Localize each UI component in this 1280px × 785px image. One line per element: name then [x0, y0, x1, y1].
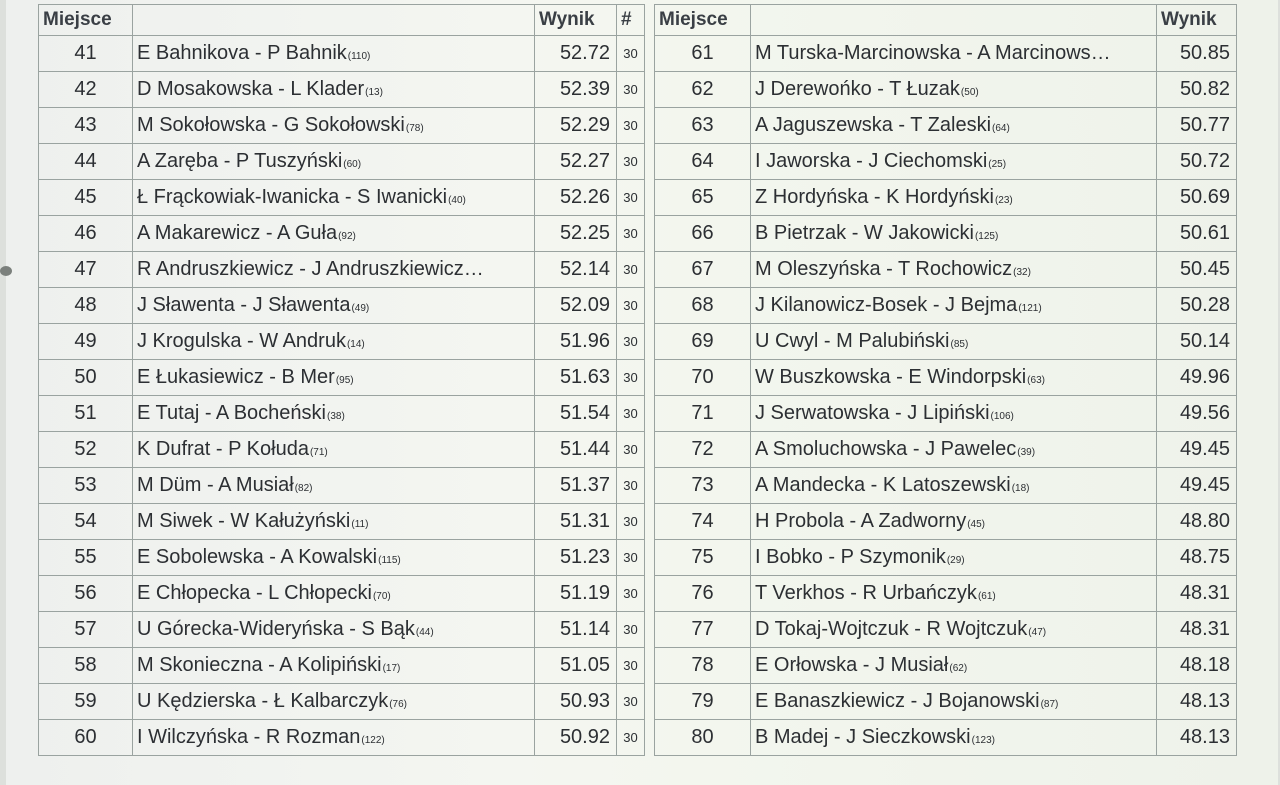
score-cell: 51.14 — [535, 612, 617, 648]
pair-number: (39) — [1017, 447, 1036, 458]
pair-cell — [751, 684, 1157, 720]
pair-names: W Buszkowska - E Windorpski — [755, 366, 1027, 388]
pair-cell — [133, 72, 535, 108]
pair-names: U Cwyl - M Palubiński — [755, 330, 950, 352]
pair-cell — [751, 72, 1157, 108]
pair-names: U Górecka-Wideryńska - S Bąk — [137, 618, 415, 640]
score-cell: 50.93 — [535, 684, 617, 720]
table-row — [655, 612, 1237, 648]
pair-names: I Bobko - P Szymonik — [755, 546, 946, 568]
pair-cell — [133, 360, 535, 396]
pair-names: H Probola - A Zadworny — [755, 510, 967, 532]
pair-names: D Tokaj-Wojtczuk - R Wojtczuk — [755, 618, 1028, 640]
pair-number: (14) — [346, 339, 365, 350]
pin-icon — [0, 266, 12, 276]
pair-number: (64) — [992, 123, 1010, 134]
score-cell: 50.72 — [1157, 144, 1237, 180]
pair-cell — [751, 36, 1157, 72]
rank-cell: 43 — [39, 108, 133, 144]
rank-cell: 42 — [39, 72, 133, 108]
pair-names: B Madej - J Sieczkowski — [755, 726, 971, 748]
pair-number: (47) — [1028, 627, 1047, 638]
score-cell: 52.29 — [535, 108, 617, 144]
rank-cell: 47 — [39, 252, 133, 288]
pair-cell — [751, 180, 1157, 216]
rank-cell: 71 — [655, 396, 751, 432]
pair-number: (44) — [415, 627, 434, 638]
pair-names: Z Hordyńska - K Hordyński — [755, 186, 994, 208]
score-cell: 48.18 — [1157, 648, 1237, 684]
table-row — [39, 360, 645, 396]
pair-cell — [751, 360, 1157, 396]
pair-number: (95) — [335, 375, 354, 386]
table-body-left — [39, 36, 645, 756]
pair-names: E Bahnikova - P Bahnik — [137, 42, 347, 64]
pair-names: I Wilczyńska - R Rozman — [137, 726, 361, 748]
rank-cell: 51 — [39, 396, 133, 432]
header-rank: Miejsce — [655, 5, 751, 36]
pair-cell — [133, 180, 535, 216]
score-cell: 51.96 — [535, 324, 617, 360]
pair-names: E Łukasiewicz - B Mer — [137, 366, 335, 388]
pair-cell — [751, 144, 1157, 180]
pair-names: E Banaszkiewicz - J Bojanowski — [755, 690, 1040, 712]
count-cell: 30 — [617, 252, 645, 288]
count-cell: 30 — [617, 432, 645, 468]
pair-number: (13) — [365, 87, 383, 98]
table-row — [655, 432, 1237, 468]
rank-cell: 77 — [655, 612, 751, 648]
pair-cell — [751, 396, 1157, 432]
score-cell: 49.45 — [1157, 468, 1237, 504]
rank-cell: 64 — [655, 144, 751, 180]
table-row — [39, 648, 645, 684]
rank-cell: 62 — [655, 72, 751, 108]
header-pair — [133, 5, 535, 36]
score-cell: 51.31 — [535, 504, 617, 540]
pair-number: (60) — [343, 159, 362, 170]
pair-names: M Oleszyńska - T Rochowicz — [755, 258, 1013, 280]
pair-cell — [133, 504, 535, 540]
rank-cell: 53 — [39, 468, 133, 504]
rank-cell: 68 — [655, 288, 751, 324]
rank-cell: 67 — [655, 252, 751, 288]
pair-names: E Sobolewska - A Kowalski — [137, 546, 378, 568]
pair-names: U Kędzierska - Ł Kalbarczyk — [137, 690, 389, 712]
pair-number: (92) — [338, 231, 356, 242]
pair-number: (122) — [361, 735, 385, 746]
count-cell: 30 — [617, 468, 645, 504]
score-cell: 51.37 — [535, 468, 617, 504]
pair-number: (17) — [382, 663, 401, 674]
score-cell: 48.80 — [1157, 504, 1237, 540]
table-row — [39, 612, 645, 648]
table-row — [655, 288, 1237, 324]
header-score: Wynik — [1157, 5, 1237, 36]
rank-cell: 58 — [39, 648, 133, 684]
pair-names: B Pietrzak - W Jakowicki — [755, 222, 974, 244]
table-row — [655, 360, 1237, 396]
rank-cell: 57 — [39, 612, 133, 648]
pair-cell — [751, 252, 1157, 288]
pair-names: J Kilanowicz-Bosek - J Bejma — [755, 294, 1018, 316]
results-table-right — [654, 4, 1237, 756]
header-score: Wynik — [535, 5, 617, 36]
pair-cell — [133, 468, 535, 504]
pair-cell — [751, 288, 1157, 324]
score-cell: 51.05 — [535, 648, 617, 684]
pair-number: (49) — [351, 303, 370, 314]
pair-names: E Tutaj - A Bocheński — [137, 402, 326, 424]
pair-cell — [133, 144, 535, 180]
score-cell: 52.72 — [535, 36, 617, 72]
pair-number: (76) — [389, 699, 407, 710]
pair-names: M Siwek - W Kałużyński — [137, 510, 351, 532]
pair-names: K Dufrat - P Kołuda — [137, 438, 309, 460]
pair-names: D Mosakowska - L Klader — [137, 78, 365, 100]
rank-cell: 70 — [655, 360, 751, 396]
pair-cell — [751, 504, 1157, 540]
pair-number: (32) — [1013, 267, 1031, 278]
pair-number: (40) — [448, 195, 466, 206]
score-cell: 50.69 — [1157, 180, 1237, 216]
table-row — [655, 396, 1237, 432]
pair-number: (110) — [347, 51, 371, 62]
header-rank: Miejsce — [39, 5, 133, 36]
pair-number: (121) — [1018, 303, 1042, 314]
count-cell: 30 — [617, 288, 645, 324]
score-cell: 52.14 — [535, 252, 617, 288]
count-cell: 30 — [617, 144, 645, 180]
score-cell: 48.75 — [1157, 540, 1237, 576]
pair-names: M Sokołowska - G Sokołowski — [137, 114, 405, 136]
score-cell: 51.23 — [535, 540, 617, 576]
pair-cell — [751, 324, 1157, 360]
count-cell: 30 — [617, 360, 645, 396]
rank-cell: 41 — [39, 36, 133, 72]
table-row — [39, 144, 645, 180]
score-cell: 48.31 — [1157, 576, 1237, 612]
table-row — [655, 72, 1237, 108]
pair-number: (50) — [960, 87, 979, 98]
table-row — [655, 504, 1237, 540]
pair-number: (123) — [971, 735, 995, 746]
table-row — [39, 324, 645, 360]
rank-cell: 52 — [39, 432, 133, 468]
count-cell: 30 — [617, 324, 645, 360]
score-cell: 52.27 — [535, 144, 617, 180]
table-row — [655, 180, 1237, 216]
pair-cell — [133, 648, 535, 684]
table-row — [655, 720, 1237, 756]
table-row — [39, 288, 645, 324]
pair-cell — [751, 576, 1157, 612]
table-row — [39, 540, 645, 576]
pair-names: A Zaręba - P Tuszyński — [137, 150, 343, 172]
pair-names: Ł Frąckowiak-Iwanicka - S Iwanicki — [137, 186, 448, 208]
pair-cell — [751, 432, 1157, 468]
count-cell: 30 — [617, 216, 645, 252]
count-cell: 30 — [617, 720, 645, 756]
rank-cell: 74 — [655, 504, 751, 540]
pair-names: E Chłopecka - L Chłopecki — [137, 582, 372, 604]
rank-cell: 49 — [39, 324, 133, 360]
table-row — [39, 252, 645, 288]
pair-names: J Krogulska - W Andruk — [137, 330, 346, 352]
table-header-row — [39, 5, 645, 36]
rank-cell: 56 — [39, 576, 133, 612]
pair-cell — [133, 324, 535, 360]
pair-number: (45) — [967, 519, 986, 530]
rank-cell: 78 — [655, 648, 751, 684]
pair-names: I Jaworska - J Ciechomski — [755, 150, 988, 172]
rank-cell: 44 — [39, 144, 133, 180]
rank-cell: 80 — [655, 720, 751, 756]
rank-cell: 60 — [39, 720, 133, 756]
rank-cell: 65 — [655, 180, 751, 216]
table-row — [39, 108, 645, 144]
table-row — [39, 180, 645, 216]
score-cell: 50.28 — [1157, 288, 1237, 324]
rank-cell: 79 — [655, 684, 751, 720]
rank-cell: 45 — [39, 180, 133, 216]
count-cell: 30 — [617, 108, 645, 144]
table-row — [655, 36, 1237, 72]
pair-number: (71) — [309, 447, 328, 458]
table-row — [39, 468, 645, 504]
count-cell: 30 — [617, 612, 645, 648]
table-row — [39, 684, 645, 720]
pair-number: (11) — [351, 519, 369, 530]
pair-cell — [133, 108, 535, 144]
score-cell: 49.56 — [1157, 396, 1237, 432]
pair-number: (63) — [1027, 375, 1045, 386]
score-cell: 50.85 — [1157, 36, 1237, 72]
score-cell: 48.13 — [1157, 720, 1237, 756]
score-cell: 51.44 — [535, 432, 617, 468]
pair-number: (23) — [994, 195, 1013, 206]
pair-names: A Makarewicz - A Guła — [137, 222, 338, 244]
results-table-left — [38, 4, 645, 756]
pair-names: R Andruszkiewicz - J Andruszkiewicz… — [137, 258, 484, 280]
pair-number: (25) — [988, 159, 1007, 170]
rank-cell: 69 — [655, 324, 751, 360]
rank-cell: 54 — [39, 504, 133, 540]
score-cell: 48.13 — [1157, 684, 1237, 720]
pair-cell — [133, 432, 535, 468]
pair-number: (125) — [974, 231, 999, 242]
count-cell: 30 — [617, 180, 645, 216]
table-row — [39, 396, 645, 432]
table-row — [655, 684, 1237, 720]
score-cell: 52.09 — [535, 288, 617, 324]
score-cell: 51.54 — [535, 396, 617, 432]
table-row — [655, 252, 1237, 288]
pair-cell — [751, 216, 1157, 252]
table-row — [39, 36, 645, 72]
pair-names: A Mandecka - K Latoszewski — [755, 474, 1011, 496]
rank-cell: 50 — [39, 360, 133, 396]
score-cell: 49.45 — [1157, 432, 1237, 468]
score-cell: 52.26 — [535, 180, 617, 216]
pair-cell — [751, 108, 1157, 144]
header-count: # — [617, 5, 645, 36]
rank-cell: 61 — [655, 36, 751, 72]
score-cell: 50.14 — [1157, 324, 1237, 360]
rank-cell: 63 — [655, 108, 751, 144]
table-row — [39, 576, 645, 612]
count-cell: 30 — [617, 576, 645, 612]
score-cell: 51.63 — [535, 360, 617, 396]
score-cell: 50.82 — [1157, 72, 1237, 108]
pair-number: (38) — [327, 411, 345, 422]
pair-names: J Serwatowska - J Lipiński — [755, 402, 990, 424]
rank-cell: 72 — [655, 432, 751, 468]
table-row — [655, 468, 1237, 504]
pair-cell — [133, 252, 535, 288]
table-row — [655, 540, 1237, 576]
table-row — [655, 648, 1237, 684]
pair-names: A Jaguszewska - T Zaleski — [755, 114, 992, 136]
count-cell: 30 — [617, 396, 645, 432]
score-cell: 50.61 — [1157, 216, 1237, 252]
pair-number: (87) — [1040, 699, 1059, 710]
score-cell: 52.39 — [535, 72, 617, 108]
rank-cell: 48 — [39, 288, 133, 324]
rank-cell: 59 — [39, 684, 133, 720]
pair-number: (62) — [949, 663, 968, 674]
table-row — [655, 324, 1237, 360]
table-row — [39, 720, 645, 756]
pair-cell — [751, 612, 1157, 648]
rank-cell: 55 — [39, 540, 133, 576]
table-row — [655, 216, 1237, 252]
rank-cell: 76 — [655, 576, 751, 612]
score-cell: 50.77 — [1157, 108, 1237, 144]
pair-cell — [133, 288, 535, 324]
pair-number: (70) — [372, 591, 391, 602]
score-cell: 49.96 — [1157, 360, 1237, 396]
pair-cell — [133, 720, 535, 756]
pair-number: (18) — [1011, 483, 1030, 494]
pair-number: (106) — [990, 411, 1014, 422]
pair-number: (78) — [405, 123, 424, 134]
count-cell: 30 — [617, 540, 645, 576]
pair-names: J Derewońko - T Łuzak — [755, 78, 960, 100]
pair-number: (82) — [294, 483, 313, 494]
pair-cell — [133, 684, 535, 720]
pair-names: J Sławenta - J Sławenta — [137, 294, 351, 316]
table-row — [39, 432, 645, 468]
pair-cell — [751, 468, 1157, 504]
table-body-right — [655, 36, 1237, 756]
count-cell: 30 — [617, 72, 645, 108]
pair-names: T Verkhos - R Urbańczyk — [755, 582, 977, 604]
score-cell: 50.92 — [535, 720, 617, 756]
score-cell: 51.19 — [535, 576, 617, 612]
table-row — [39, 216, 645, 252]
rank-cell: 66 — [655, 216, 751, 252]
pair-number: (85) — [950, 339, 969, 350]
pair-number: (29) — [946, 555, 965, 566]
rank-cell: 73 — [655, 468, 751, 504]
count-cell: 30 — [617, 36, 645, 72]
score-cell: 52.25 — [535, 216, 617, 252]
table-row — [655, 108, 1237, 144]
pair-names: E Orłowska - J Musiał — [755, 654, 949, 676]
pair-cell — [751, 720, 1157, 756]
pair-number: (61) — [977, 591, 996, 602]
table-row — [39, 504, 645, 540]
pair-cell — [133, 396, 535, 432]
pair-cell — [133, 36, 535, 72]
count-cell: 30 — [617, 504, 645, 540]
score-cell: 48.31 — [1157, 612, 1237, 648]
table-header-row — [655, 5, 1237, 36]
count-cell: 30 — [617, 648, 645, 684]
pair-cell — [133, 612, 535, 648]
pair-names: M Turska-Marcinowska - A Marcinows… — [755, 42, 1111, 64]
table-row — [39, 72, 645, 108]
pair-cell — [751, 648, 1157, 684]
table-row — [655, 576, 1237, 612]
pair-cell — [133, 540, 535, 576]
pair-names: A Smoluchowska - J Pawelec — [755, 438, 1017, 460]
pair-cell — [133, 216, 535, 252]
score-cell: 50.45 — [1157, 252, 1237, 288]
header-pair — [751, 5, 1157, 36]
count-cell: 30 — [617, 684, 645, 720]
pair-names: M Düm - A Musiał — [137, 474, 294, 496]
table-row — [655, 144, 1237, 180]
pair-number: (115) — [378, 555, 401, 566]
pair-cell — [133, 576, 535, 612]
rank-cell: 75 — [655, 540, 751, 576]
rank-cell: 46 — [39, 216, 133, 252]
pair-cell — [751, 540, 1157, 576]
pair-names: M Skonieczna - A Kolipiński — [137, 654, 382, 676]
